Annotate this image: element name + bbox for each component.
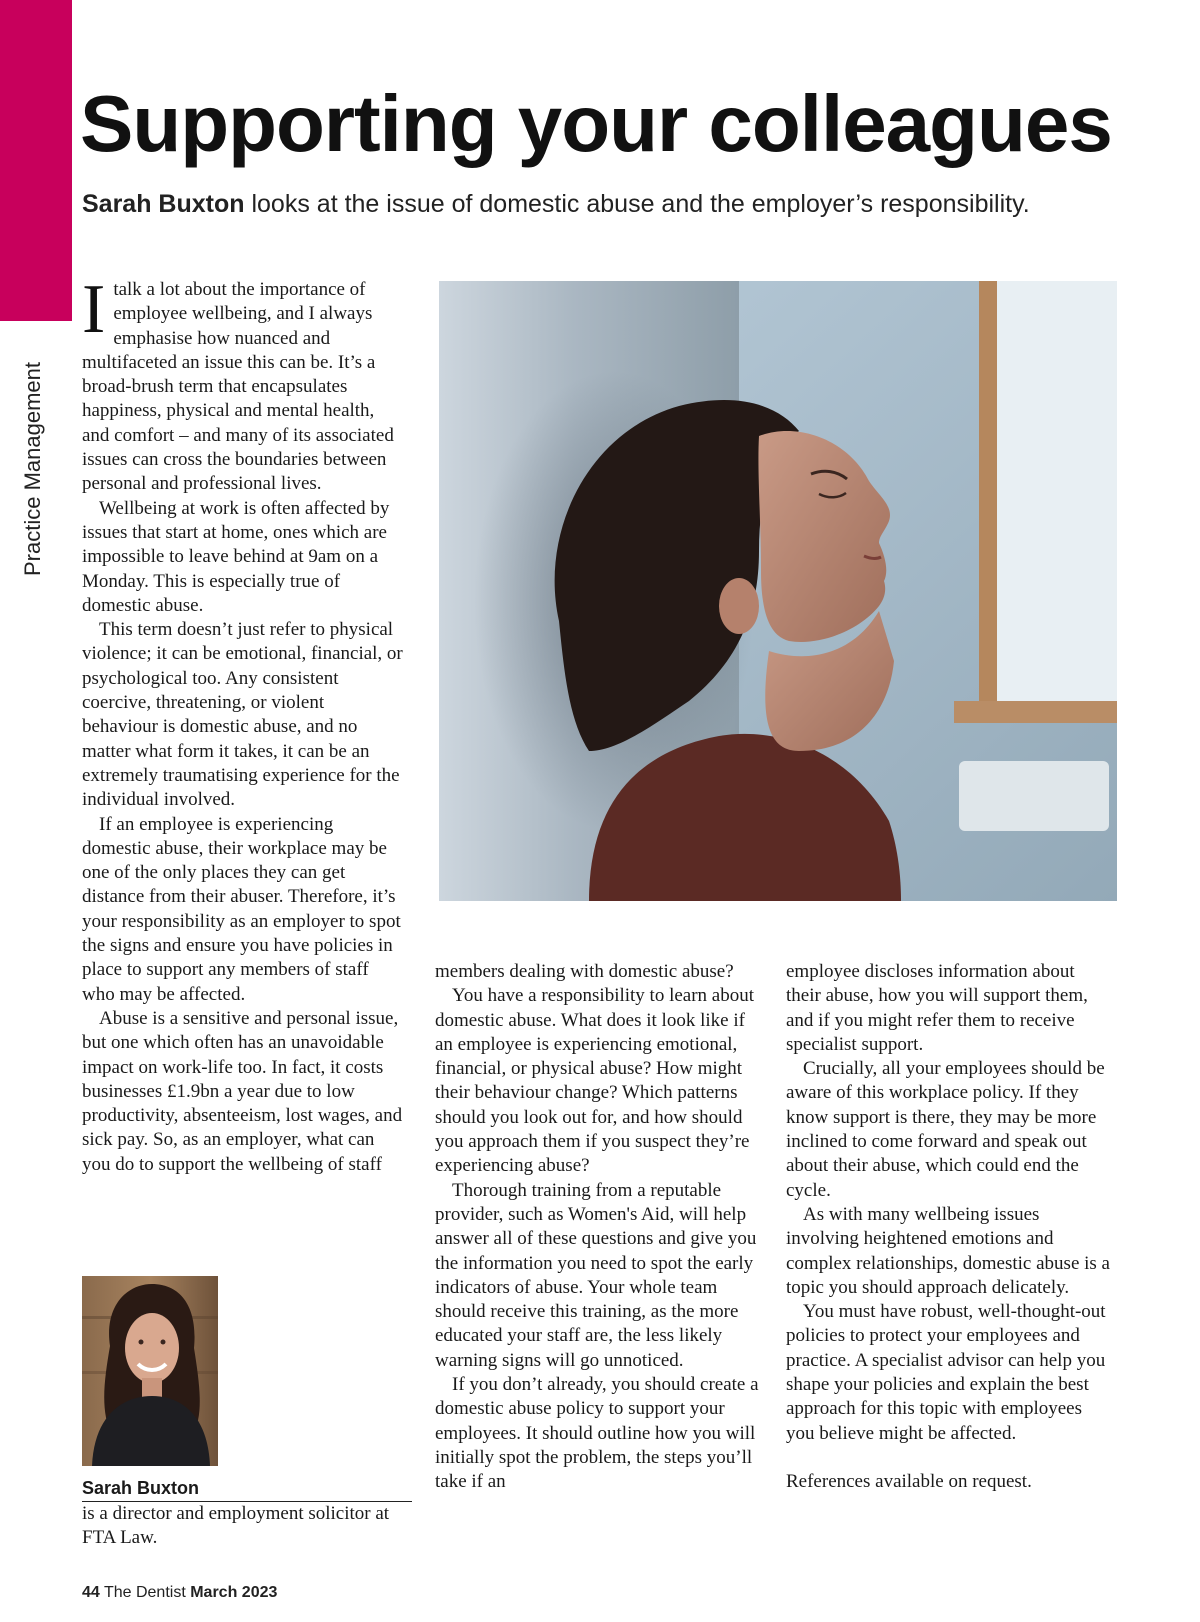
section-label: Practice Management <box>20 362 45 576</box>
paragraph: You must have robust, well-thought-out policies to protect your employees and practice. A specialist advisor can help you shape your policies and explain the best approach for this topic with employees you believe might be affected. <box>786 1301 1106 1444</box>
page-footer <box>82 1584 277 1602</box>
body-column-2 <box>435 960 765 1495</box>
standfirst-author: Sarah Buxton <box>82 190 245 218</box>
publication-name: The Dentist <box>99 1584 191 1601</box>
paragraph: If an employee is experiencing domestic abuse, their workplace may be one of the only places they can get distance from their abuser. Therefore, it’s your responsibility as an employer to spot the signs and ensure you have policies in place to support any members of staff who may be affected. <box>82 813 401 1005</box>
drop-cap: I <box>82 271 106 348</box>
references-note: References available on request. <box>786 1470 1032 1492</box>
issue-date: March 2023 <box>190 1584 278 1601</box>
body-column-1 <box>82 271 404 1177</box>
page-number: 44 <box>82 1584 100 1601</box>
paragraph: employee discloses information about their abuse, how you will support them, and if you might refer them to receive specialist support. <box>786 961 1088 1055</box>
standfirst <box>82 190 1030 219</box>
paragraph: You have a responsibility to learn about domestic abuse. What does it look like if an employee is experiencing emotional, financial, or physical abuse? How might their behaviour change? Which patterns should you look out for, and how should you approach them if you suspect they’re experiencing abuse? <box>435 985 755 1177</box>
body-column-3 <box>786 960 1114 1494</box>
paragraph: This term doesn’t just refer to physical violence; it can be emotional, financial, or psychological too. Any consistent coercive, threatening, or violent behaviour is domestic abuse, and no matter what form it takes, it can be an extremely traumatising experience for the individual involved. <box>82 619 403 811</box>
paragraph: Abuse is a sensitive and personal issue, but one which often has an unavoidable impact on work-life too. In fact, it costs businesses £1.9bn a year due to low productivity, absenteeism, lost wages, and sick pay. So, as an employer, what can you do to support the wellbeing of staff <box>82 1007 403 1175</box>
paragraph: As with many wellbeing issues involving heightened emotions and complex relationships, domestic abuse is a topic you should approach delicately. <box>786 1203 1110 1298</box>
paragraph: members dealing with domestic abuse? <box>435 961 734 982</box>
author-description: is a director and employment solicitor at FTA Law. <box>82 1503 390 1548</box>
paragraph: Crucially, all your employees should be aware of this workplace policy. If they know support is there, they may be more inclined to come forward and speak out about their abuse, which could end the cycle. <box>786 1058 1105 1201</box>
paragraph: Thorough training from a reputable provider, such as Women's Aid, will help answer all of these questions and give you the information you need to spot the early indicators of abuse. Your whole team should receive this training, as the more educated your staff are, the less likely warning signs will go unnoticed. <box>435 1179 757 1371</box>
hero-photo-woman-against-wall <box>439 281 1117 901</box>
author-name: Sarah Buxton <box>82 1476 412 1502</box>
paragraph: Italk a lot about the importance of employee wellbeing, and I always emphasise how nuanced and multifaceted an issue this can be. It’s a broad-brush term that encapsulates happiness, physical and mental health, and comfort – and many of its associated issues can cross the boundaries between personal and professional lives. <box>82 271 394 495</box>
section-color-bar <box>0 0 72 321</box>
paragraph: Wellbeing at work is often affected by issues that start at home, ones which are impossible to leave behind at 9am on a Monday. This is especially true of domestic abuse. <box>82 497 390 616</box>
paragraph: If you don’t already, you should create a domestic abuse policy to support your employees. It should outline how you will initially spot the problem, the steps you’ll take if an <box>435 1374 759 1493</box>
article-title: Supporting your colleagues <box>80 79 1112 168</box>
author-portrait <box>82 1276 218 1466</box>
standfirst-text: looks at the issue of domestic abuse and the employer’s responsibility. <box>244 190 1030 218</box>
author-bio <box>82 1476 412 1550</box>
